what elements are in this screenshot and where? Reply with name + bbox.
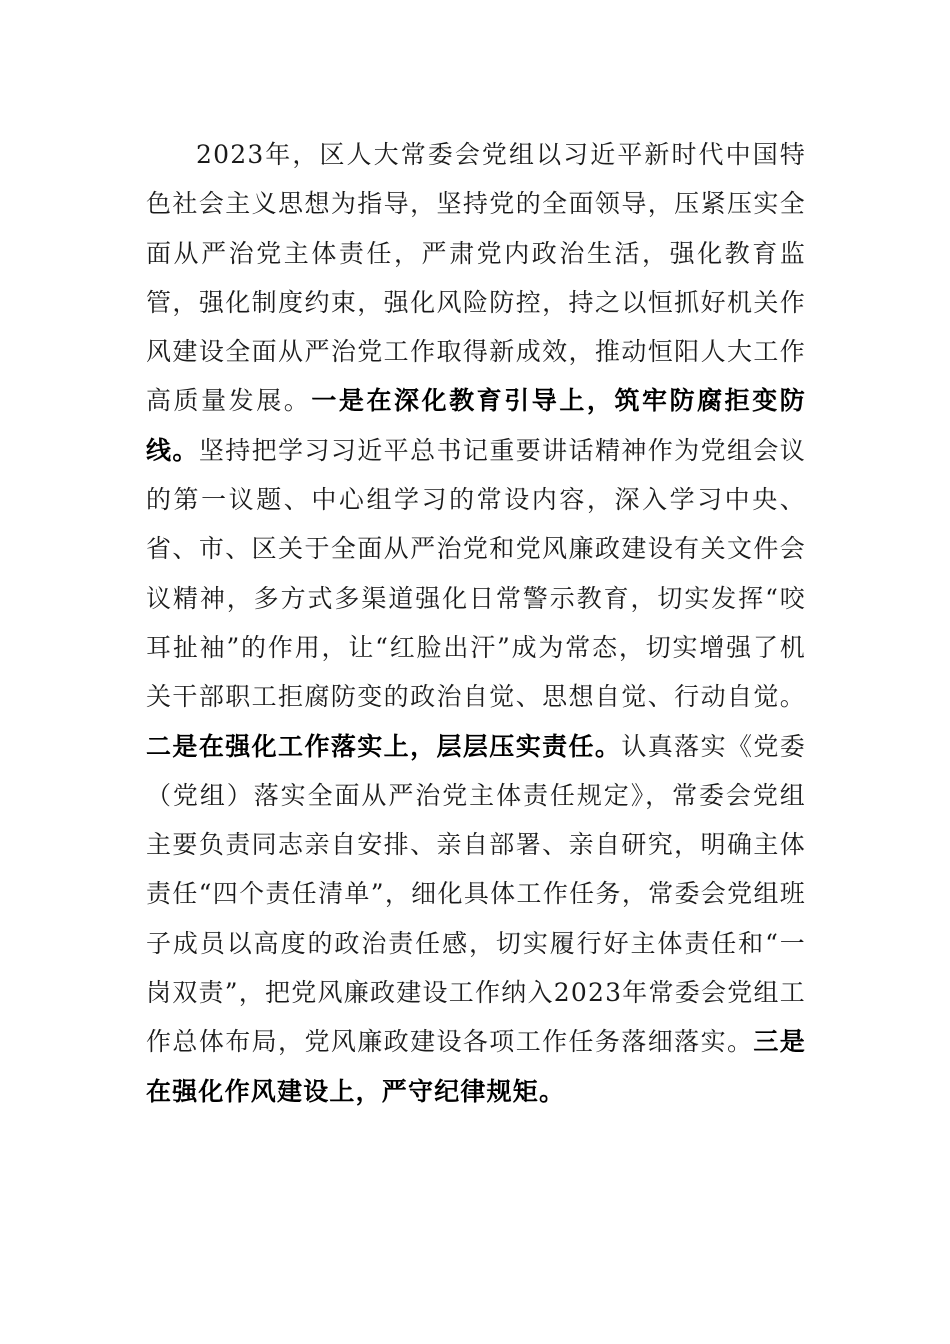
paragraph — [146, 130, 806, 1116]
point-two-text: 认真落实《党委（党组）落实全面从严治党主体责任规定》，常委会党组主要负责同志亲自安排、亲自部署、亲自研究，明确主体责任“四个责任清单”，细化具体工作任务，常委会党组班子成员以高度的政治责任感，切实履行好主体责任和“一岗双责”，把党风廉政建设工作纳入2023年常委会党组工作总体布局，党风廉政建设各项工作任务落细落实。 — [146, 731, 806, 1057]
intro-text: 2023年，区人大常委会党组以习近平新时代中国特色社会主义思想为指导，坚持党的全面领导，压紧压实全面从严治党主体责任，严肃党内政治生活，强化教育监管，强化制度约束，强化风险防控，持之以恒抓好机关作风建设全面从严治党工作取得新成效，推动恒阳人大工作高质量发展。 — [146, 140, 806, 416]
point-one-heading: 一是在深化教育引导上，筑牢防腐拒变防线。 — [146, 386, 806, 465]
point-one-text: 坚持把学习习近平总书记重要讲话精神作为党组会议的第一议题、中心组学习的常设内容，深入学习中央、省、市、区关于全面从严治党和党风廉政建设有关文件会议精神，多方式多渠道强化日常警示教育，切实发挥“咬耳扯袖”的作用，让“红脸出汗”成为常态，切实增强了机关干部职工拒腐防变的政治自觉、思想自觉、行动自觉。 — [146, 435, 806, 712]
point-two-heading: 二是在强化工作落实上，层层压实责任。 — [146, 731, 622, 761]
body-text — [146, 130, 806, 1116]
point-three-heading: 三是在强化作风建设上，严守纪律规矩。 — [146, 1027, 806, 1106]
